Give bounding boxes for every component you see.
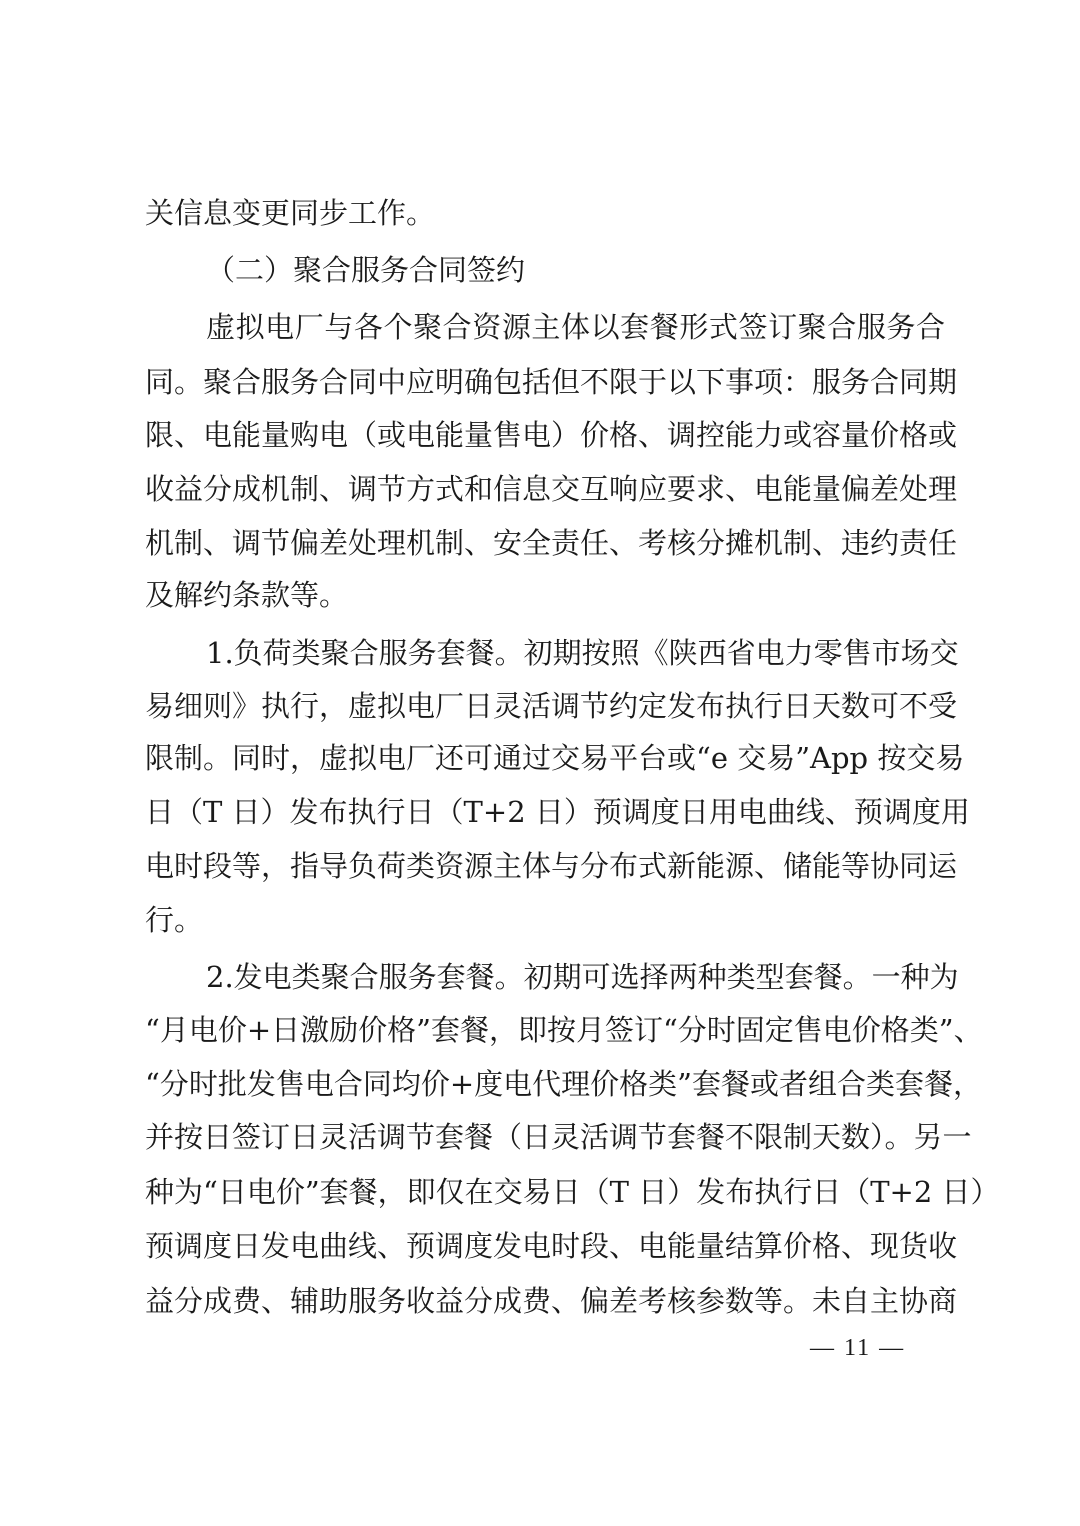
paragraph-line: 2.发电类聚合服务套餐。初期可选择两种类型套餐。一种为 [206, 960, 959, 994]
paragraph-line: “月电价+日激励价格”套餐，即按月签订“分时固定售电价格类”、 [145, 1013, 983, 1047]
paragraph-line: 益分成费、辅助服务收益分成费、偏差考核参数等。未自主协商 [145, 1284, 958, 1318]
paragraph-line: 限制。同时，虚拟电厂还可通过交易平台或“e 交易”App 按交易 [145, 741, 965, 775]
page-number: — 11 — [810, 1335, 906, 1361]
paragraph-line: 预调度日发电曲线、预调度发电时段、电能量结算价格、现货收 [145, 1229, 958, 1263]
paragraph-line: 限、电能量购电（或电能量售电）价格、调控能力或容量价格或 [145, 418, 958, 452]
paragraph-line: 并按日签订日灵活调节套餐（日灵活调节套餐不限制天数）。另一 [145, 1120, 972, 1154]
section-heading: （二）聚合服务合同签约 [206, 253, 526, 287]
paragraph-line: 虚拟电厂与各个聚合资源主体以套餐形式签订聚合服务合 [206, 310, 945, 344]
paragraph-line: 关信息变更同步工作。 [145, 196, 436, 230]
paragraph-line: “分时批发售电合同均价+度电代理价格类”套餐或者组合类套餐， [145, 1067, 982, 1101]
paragraph-line: 易细则》执行，虚拟电厂日灵活调节约定发布执行日天数可不受 [145, 689, 958, 723]
paragraph-line: 及解约条款等。 [145, 578, 349, 612]
paragraph-line: 机制、调节偏差处理机制、安全责任、考核分摊机制、违约责任 [145, 526, 958, 560]
paragraph-line: 行。 [145, 903, 204, 937]
paragraph-line: 电时段等，指导负荷类资源主体与分布式新能源、储能等协同运 [145, 849, 958, 883]
paragraph-line: 1.负荷类聚合服务套餐。初期按照《陕西省电力零售市场交 [206, 636, 959, 670]
paragraph-line: 收益分成机制、调节方式和信息交互响应要求、电能量偏差处理 [145, 472, 958, 506]
paragraph-line: 种为“日电价”套餐，即仅在交易日（T 日）发布执行日（T+2 日） [145, 1175, 1000, 1209]
paragraph-line: 同。聚合服务合同中应明确包括但不限于以下事项：服务合同期 [145, 365, 958, 399]
paragraph-line: 日（T 日）发布执行日（T+2 日）预调度日用电曲线、预调度用 [145, 795, 970, 829]
